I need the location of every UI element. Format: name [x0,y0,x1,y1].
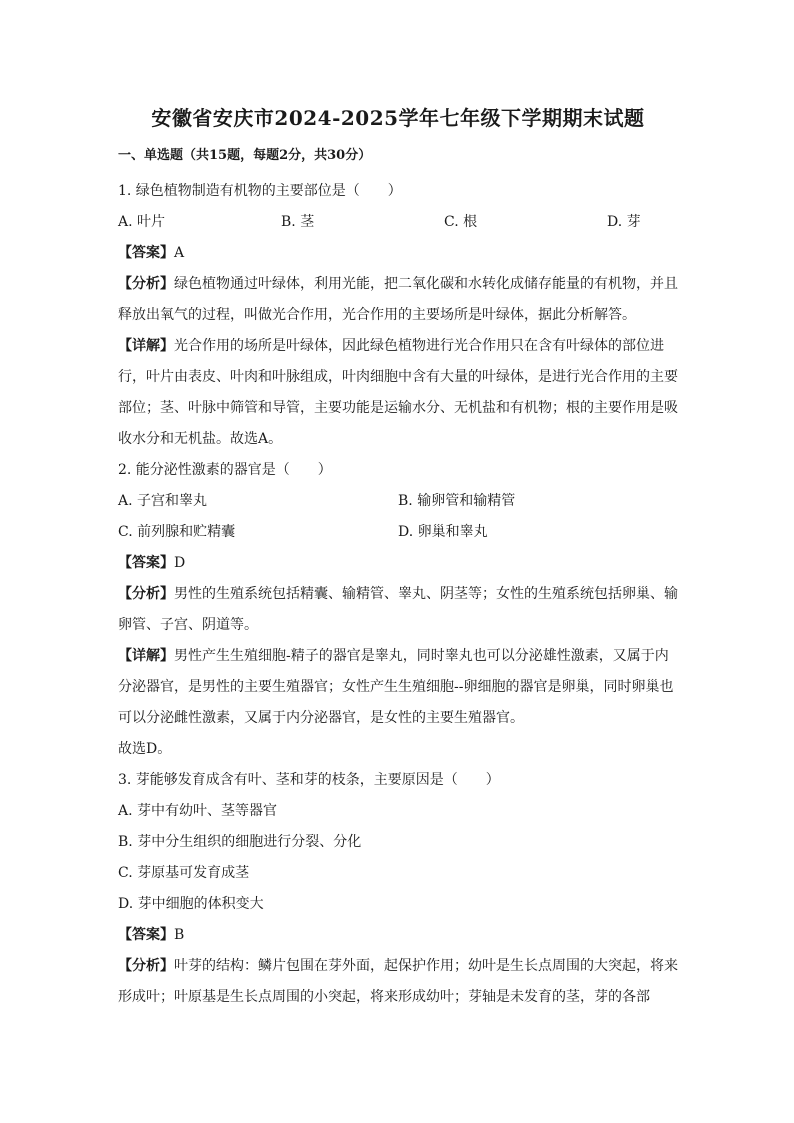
detail-label: 【详解】 [118,338,174,354]
question-stem: 3. 芽能够发育成含有叶、茎和芽的枝条，主要原因是（ ） [118,772,500,788]
question-stem: 2. 能分泌性激素的器官是（ ） [118,462,332,478]
option-list [118,207,678,238]
answer-label: 【答案】 [118,555,174,571]
option-a: A. 子宫和睾丸 [118,493,208,509]
answer-label: 【答案】 [118,927,174,943]
analysis-text: 男性的生殖系统包括精囊、输精管、睾丸、阴茎等；女性的生殖系统包括卵巢、输卵管、子宫、阴道等。 [118,586,678,633]
option-d: D. 芽 [607,214,641,230]
document-page [118,102,678,1013]
question-3 [118,765,678,1013]
conclusion-line: 故选D。 [118,741,172,757]
option-b: B. 茎 [281,214,315,230]
detail-paragraph [118,331,678,455]
option-b: B. 输卵管和输精管 [398,493,516,509]
analysis-label: 【分析】 [118,276,174,292]
option-d: D. 芽中细胞的体积变大 [118,896,264,912]
analysis-paragraph [118,579,678,641]
option-c: C. 前列腺和贮精囊 [118,524,236,540]
answer-value: D [174,555,186,571]
detail-text: 男性产生生殖细胞-精子的器官是睾丸，同时睾丸也可以分泌雄性激素，又属于内分泌器官，是男性的主要生殖器官；女性产生生殖细胞--卵细胞的器官是卵巢，同时卵巢也可以分泌雌性激素，又属于内分泌器官，是女性的主要生殖器官。 [118,648,674,726]
answer-label: 【答案】 [118,245,174,261]
analysis-text: 绿色植物通过叶绿体，利用光能，把二氧化碳和水转化成储存能量的有机物，并且释放出氧气的过程，叫做光合作用，光合作用的主要场所是叶绿体，据此分析解答。 [118,276,678,323]
option-row-1 [118,486,678,517]
question-2 [118,455,678,765]
option-d: D. 卵巢和睾丸 [398,524,488,540]
answer-line [118,238,678,269]
option-row-2 [118,517,678,548]
question-stem: 1. 绿色植物制造有机物的主要部位是（ ） [118,183,402,199]
page-title: 安徽省安庆市2024-2025学年七年级下学期期末试题 [151,106,645,130]
section-heading: 一、单选题（共15题，每题2分，共30分） [118,148,372,163]
detail-text: 光合作用的场所是叶绿体，因此绿色植物进行光合作用只在含有叶绿体的部位进行，叶片由表皮、叶肉和叶脉组成，叶肉细胞中含有大量的叶绿体，是进行光合作用的主要部位；茎、叶脉中筛管和导管，主要功能是运输水分、无机盐和有机物；根的主要作用是吸收水分和无机盐。故选A。 [118,338,678,447]
question-1 [118,176,678,455]
analysis-paragraph [118,269,678,331]
analysis-paragraph [118,951,678,1013]
answer-line [118,548,678,579]
option-b: B. 芽中分生组织的细胞进行分裂、分化 [118,834,362,850]
option-c: C. 根 [444,214,478,230]
answer-value: A [174,245,185,261]
option-c: C. 芽原基可发育成茎 [118,865,250,881]
option-a: A. 叶片 [118,214,166,230]
detail-paragraph [118,641,678,734]
option-a: A. 芽中有幼叶、茎等器官 [118,803,278,819]
answer-line [118,920,678,951]
analysis-label: 【分析】 [118,958,174,974]
analysis-text: 叶芽的结构：鳞片包围在芽外面，起保护作用；幼叶是生长点周围的大突起，将来形成叶；叶原基是生长点周围的小突起，将来形成幼叶；芽轴是未发育的茎，芽的各部 [118,958,678,1005]
analysis-label: 【分析】 [118,586,174,602]
detail-label: 【详解】 [118,648,174,664]
answer-value: B [174,927,185,943]
